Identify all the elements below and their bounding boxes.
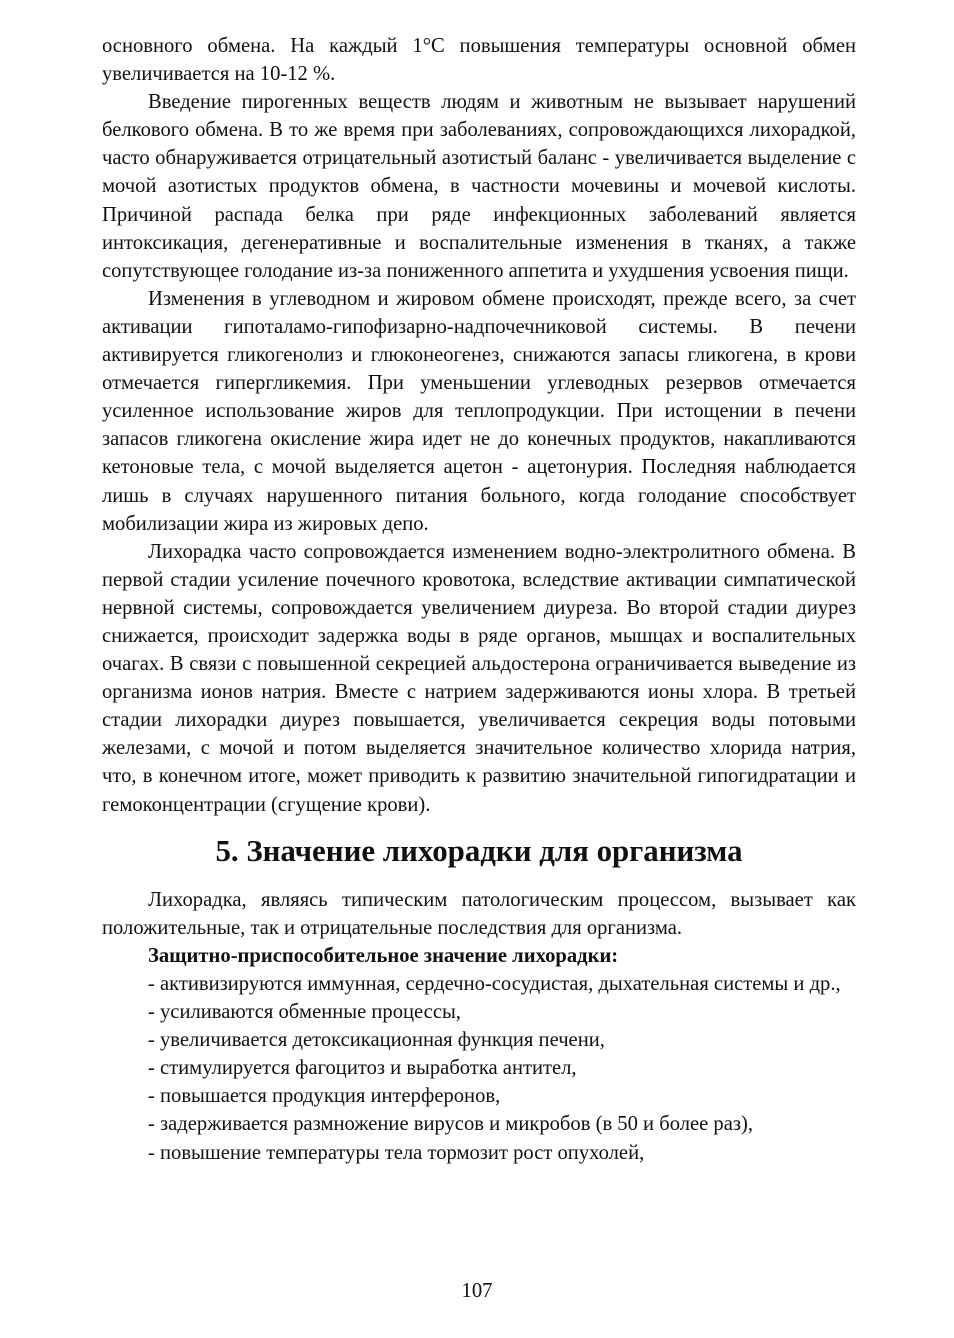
paragraph-protein-metabolism: Введение пирогенных веществ людям и животным не вызывает нарушений белкового обмена. В то же время при заболеваниях, сопровождающихся лихорадкой, часто обнаруживается отрицательный азотистый баланс - увеличивается выделение с мочой азотистых продуктов обмена, в частности мочевины и мочевой кислоты. Причиной распада белка при ряде инфекционных заболеваний является интоксикация, дегенеративные и воспалительные изменения в тканях, а также сопутствующее голодание из-за пониженного аппетита и ухудшения усвоения пищи. [102, 91, 856, 282]
list-item: - активизируются иммунная, сердечно-сосудистая, дыхательная системы и др., [148, 973, 841, 995]
list-item: - повышение температуры тела тормозит рост опухолей, [148, 1141, 645, 1164]
list-item: - стимулируется фагоцитоз и выработка антител, [148, 1057, 577, 1080]
paragraph-carbohydrate-fat-metabolism: Изменения в углеводном и жировом обмене происходят, прежде всего, за счет активации гипоталамо-гипофизарно-надпочечниковой системы. В печени активируется гликогенолиз и глюконеогенез, снижаются запасы гликогена, в крови отмечается гипергликемия. При уменьшении углеводных резервов отмечается усиленное использование жиров для теплопродукции. При истощении в печени запасов гликогена окисление жира идет не до конечных продуктов, накапливаются кетоновые тела, с мочой выделяется ацетон - ацетонурия. Последняя наблюдается лишь в случаях нарушенного питания больного, когда голодание способствует мобилизации жира из жировых депо. [102, 287, 856, 535]
list-item: - усиливаются обменные процессы, [148, 1001, 461, 1024]
section-heading: 5. Значение лихорадки для организма [215, 832, 743, 868]
page-number: 107 [461, 1280, 493, 1302]
paragraph-basal-metabolism: основного обмена. На каждый 1°С повышения температуры основной обмен увеличивается на 10-12 %. [102, 35, 856, 86]
document-page [102, 32, 856, 1167]
list-item: - задерживается размножение вирусов и микробов (в 50 и более раз), [148, 1113, 754, 1136]
paragraph-water-electrolyte-metabolism: Лихорадка часто сопровождается изменением водно-электролитного обмена. В первой стадии усиление почечного кровотока, вследствие активации симпатической нервной системы, сопровождается увеличением диуреза. Во второй стадии диурез снижается, происходит задержка воды в ряде органов, мышцах и воспалительных очагах. В связи с повышенной секрецией альдостерона ограничивается выведение из организма ионов натрия. Вместе с натрием задерживаются ионы хлора. В третьей стадии лихорадки диурез повышается, увеличивается секреция воды потовыми железами, с мочой и потом выделяется значительное количество хлорида натрия, что, в конечном итоге, может приводить к развитию значительной гипогидратации и гемоконцентрации (сгущение крови). [102, 540, 856, 816]
list-item: - повышается продукция интерферонов, [148, 1085, 501, 1108]
section-subheading: Защитно-приспособительное значение лихорадки: [148, 944, 619, 967]
section-intro: Лихорадка, являясь типическим патологическим процессом, вызывает как положительные, так и отрицательные последствия для организма. [102, 888, 856, 939]
list-item: - увеличивается детоксикационная функция печени, [148, 1029, 605, 1052]
protective-effects-list [102, 970, 856, 1167]
